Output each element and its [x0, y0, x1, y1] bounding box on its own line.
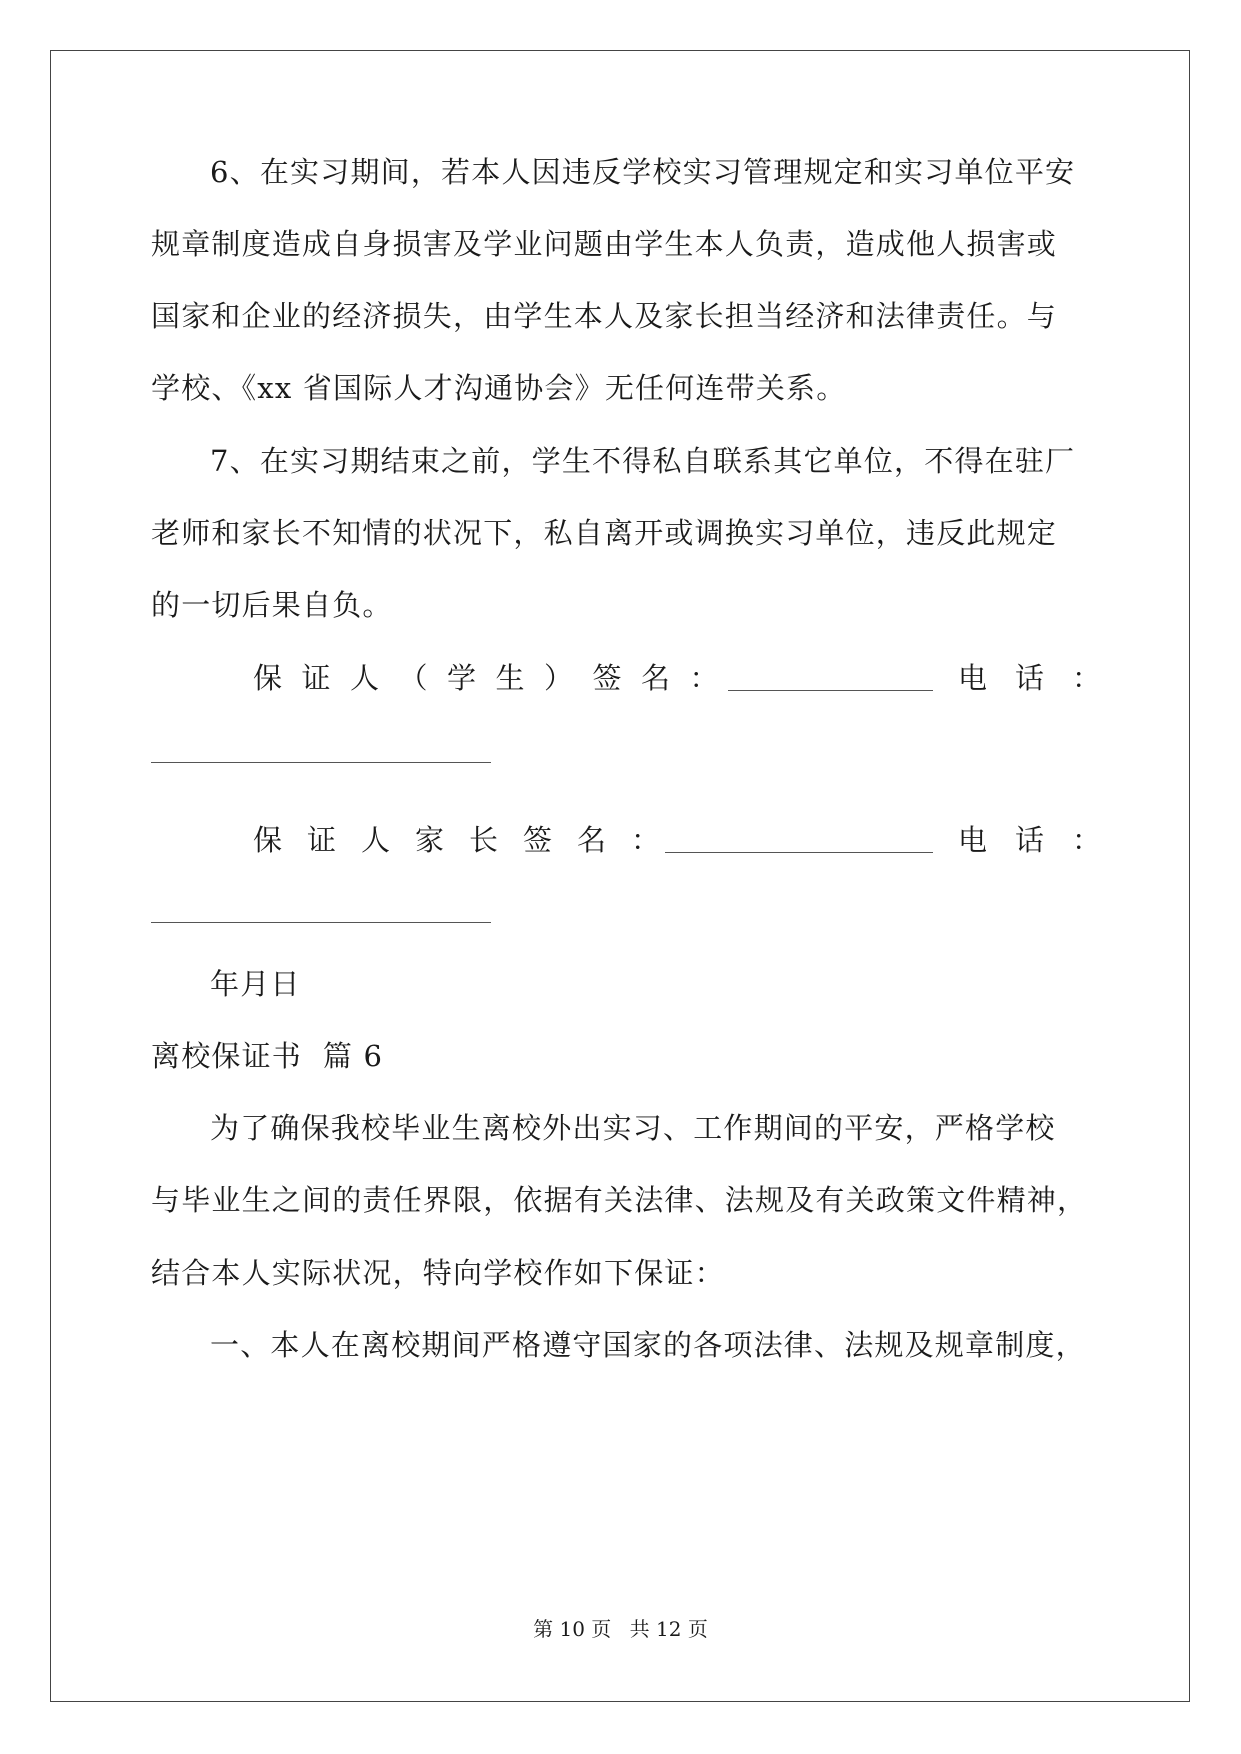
intro-line-1: 为了确保我校毕业生离校外出实习、工作期间的平安，严格学校: [210, 1111, 1056, 1145]
date-line: 年月日: [210, 967, 301, 1001]
paragraph-6-line-4: 学校、《xx 省国际人才沟通协会》无任何连带关系。: [151, 371, 847, 405]
paragraph-7-line-3: 的一切后果自负。: [151, 588, 393, 622]
item-1-line-1: 一、本人在离校期间严格遵守国家的各项法律、法规及规章制度，: [210, 1328, 1086, 1362]
page-number-total: 共 12 页: [629, 1617, 708, 1641]
section-title: 离校保证书 篇 6: [151, 1039, 384, 1073]
parent-signature-blank: [665, 852, 933, 853]
intro-line-3: 结合本人实际状况，特向学校作如下保证：: [151, 1256, 725, 1290]
paragraph-7-line-2: 老师和家长不知情的状况下，私自离开或调换实习单位，违反此规定: [151, 516, 1058, 550]
paragraph-6-line-2: 规章制度造成自身损害及学业问题由学生本人负责，造成他人损害或: [151, 227, 1058, 261]
paragraph-7-line-1: 7、在实习期结束之前，学生不得私自联系其它单位，不得在驻厂: [210, 444, 1076, 478]
paragraph-6-line-3: 国家和企业的经济损失，由学生本人及家长担当经济和法律责任。与: [151, 299, 1058, 333]
paragraph-6-line-1: 6、在实习期间，若本人因违反学校实习管理规定和实习单位平安: [210, 155, 1076, 189]
student-phone-label: 电话：: [958, 661, 1130, 695]
parent-phone-label: 电话：: [958, 823, 1130, 857]
intro-line-2: 与毕业生之间的责任界限，依据有关法律、法规及有关政策文件精神，: [151, 1183, 1088, 1217]
page-number-current: 第 10 页: [533, 1617, 612, 1641]
student-signature-label: 保证人（学生）签名：: [253, 661, 739, 695]
parent-phone-blank: [151, 922, 491, 923]
parent-signature-label: 保证人家长签名：: [253, 823, 686, 857]
student-signature-blank: [728, 690, 933, 691]
student-phone-blank: [151, 762, 491, 763]
page-footer: [0, 1617, 1241, 1641]
